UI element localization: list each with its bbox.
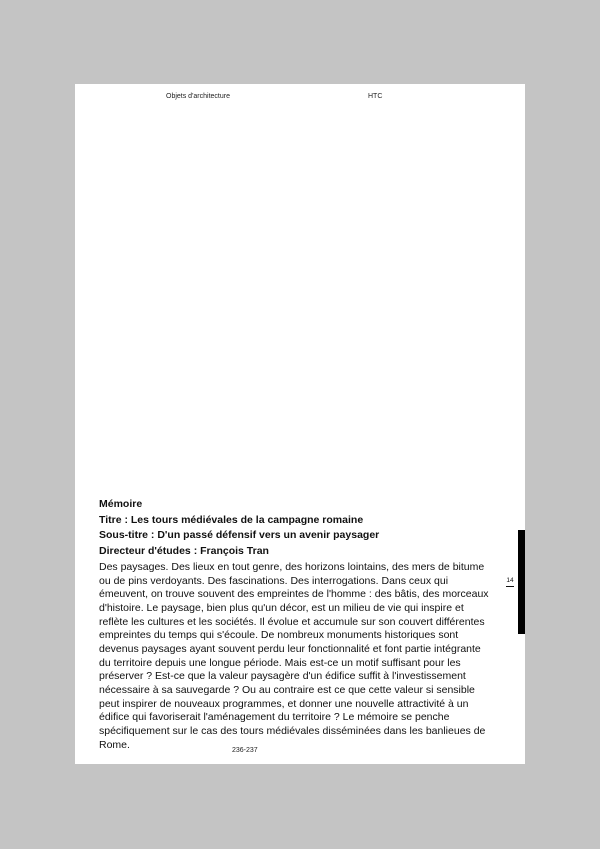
abstract-paragraph: Des paysages. Des lieux en tout genre, des horizons lointains, des mers de bitume ou de pins verdoyants. Des fascinations. Des interrogations. Dans ceux qui émeuvent, on trouve souvent des empreintes de l'homme : des bâtis, des morceaux d'histoire. Le paysage, bien plus qu'un décor, est un milieu de vie qui inspire et reflète les cultures et les sociétés. Il évolue et accumule sur son couvert différentes empreintes du temps qui s'écoule. De nombreux monuments historiques sont devenus paysages ayant souvent perdu leur fonctionnalité et font partie intégrante du territoire depuis une longue période. Mais est-ce un motif suffisant pour les préserver ? Est-ce que la valeur paysagère d'un édifice suffit à l'investissement nécessaire à sa sauvegarde ? Ou au contraire est ce que cette valeur si sensible peut inspirer de nouveaux programmes, et donner une nouvelle attractivité à un édifice qui favoriserait l'aménagement du territoire ? Le mémoire se penche spécifiquement sur le cas des tours médiévales disséminées dans les banlieues de Rome.	[99, 561, 489, 751]
memoire-subtitle: Sous-titre : D'un passé défensif vers un avenir paysager	[99, 529, 380, 541]
memoire-title: Titre : Les tours médiévales de la campagne romaine	[99, 513, 364, 526]
section-tab-bar	[518, 530, 525, 634]
section-page-marker	[506, 577, 514, 587]
memoire-director: Directeur d'études : François Tran	[99, 544, 269, 557]
memoire-meta-block	[99, 497, 499, 559]
page-folio: 236-237	[232, 747, 258, 754]
memoire-heading: Mémoire	[99, 498, 143, 510]
section-page-number: 14	[506, 577, 514, 584]
document-page	[75, 84, 525, 764]
running-header-section: Objets d'architecture	[166, 93, 230, 100]
running-header-code: HTC	[368, 93, 383, 100]
section-marker-rule	[506, 586, 514, 587]
